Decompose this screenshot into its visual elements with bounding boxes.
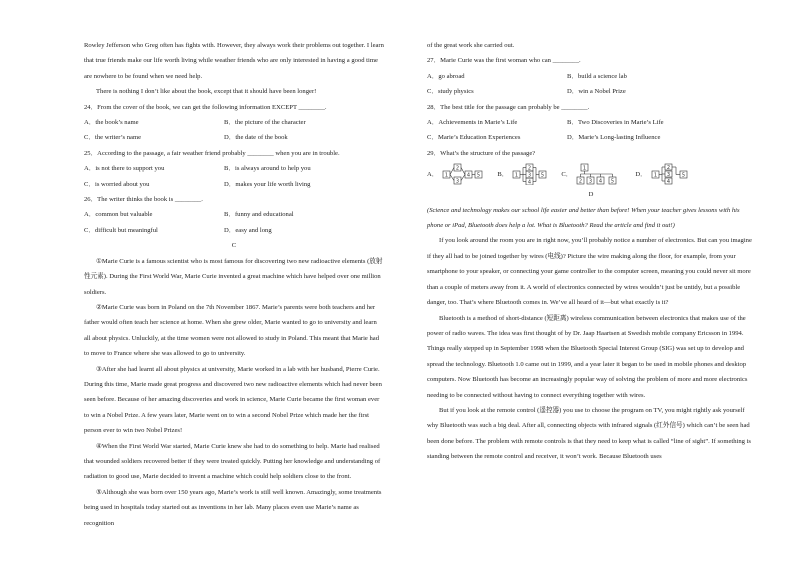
question-27: 27．Marie Curie was the first woman who can ________. xyxy=(427,57,581,65)
section-d-heading: D xyxy=(588,191,594,199)
q26-options-row1 xyxy=(84,207,384,222)
question-24: 24．From the cover of the book, we can get the following information EXCEPT ________. xyxy=(84,103,327,111)
question-25: 25．According to the passage, a fair weather friend probably ________ when you are in trouble. xyxy=(84,149,340,157)
q29-label-c: C． xyxy=(561,170,573,178)
q24-option-b[interactable]: B．the picture of the character xyxy=(224,119,306,127)
passage-d-intro: (Science and technology makes our school life easier and better than before! When your teacher gives lessons with his phone or iPad, Bluetooth does help a lot. What is Bluetooth? Read the article and find it out!) xyxy=(427,206,740,230)
node-label: 5 xyxy=(611,178,615,185)
node-label: 3 xyxy=(456,178,460,185)
passage-b-last-line: There is nothing I don’t like about the book, except that it should have been longer! xyxy=(96,88,317,96)
node-label: 2 xyxy=(579,178,583,185)
q29-label-d: D． xyxy=(635,170,647,178)
q24-option-d[interactable]: D．the date of the book xyxy=(224,134,288,142)
q29-option-d[interactable] xyxy=(635,163,689,185)
q29-label-b: B． xyxy=(497,170,509,178)
q27-options-row2 xyxy=(427,84,755,99)
structure-diagram-a xyxy=(441,163,483,185)
node-label: 4 xyxy=(467,172,471,179)
q24-options-row1 xyxy=(84,115,384,130)
passage-d-para-2: Bluetooth is a method of short-distance (短距离) wireless communication between electronics that makes use of the power of radio waves. The idea was first thought of by Dr. Jaap Haartsen at Swedish mobile company Ericsson in 1994. Things really stepped up in September 1998 when the Bluetooth Special Interest Group (SIG) was set up to develop and spread the technology. Bluetooth 1.0 came out in 1999, and a year later it began to be used in mobile phones and desktop computers. Now Bluetooth has become an increasingly popular way of solving the problem of more and more electronics needing to be connected without having to connect everything together with wires. xyxy=(427,314,748,399)
section-c-heading: C xyxy=(231,242,237,250)
node-label: 1 xyxy=(583,165,587,172)
q28-options-row2 xyxy=(427,130,755,145)
q29-option-a[interactable] xyxy=(427,163,483,185)
node-label: 4 xyxy=(528,179,532,186)
q29-label-a: A． xyxy=(427,170,439,178)
q27-option-c[interactable]: C．study physics xyxy=(427,88,474,96)
passage-d-para-3: But if you look at the remote control (遥控器) you use to choose the program on TV, you might rightly ask yourself why Bluetooth was such a big deal. After all, connecting objects with infrared signals (红外信号) which can’t be seen had been done before. The problem with remote controls is that they need to keep what is called “line of sight”. If something is standing between the remote control and receiver, it won’t work. Because Bluetooth uses xyxy=(427,406,751,461)
passage-c-para-1: ①Marie Curie is a famous scientist who is most famous for discovering two new radioactive elements (放射性元素). During the First World War, Marie Curie invented a great machine which have helped over one million soldiers. xyxy=(84,257,383,296)
node-label: 1 xyxy=(653,172,657,179)
right-column xyxy=(427,38,755,465)
question-26: 26．The writer thinks the book is ________. xyxy=(84,196,203,204)
q25-option-a[interactable]: A．is not there to support you xyxy=(84,165,165,173)
q28-option-a[interactable]: A．Achievements in Marie’s Life xyxy=(427,119,518,127)
q26-options-row2 xyxy=(84,223,384,238)
q27-options-row1 xyxy=(427,69,755,84)
node-label: 1 xyxy=(515,172,519,179)
left-column xyxy=(84,38,384,531)
passage-c-para-3: ③After she had learnt all about physics at university, Marie worked in a lab with her husband, Pierre Curie. During this time, Marie made great progress and discovered two new radioactive elements which had never been seen before. Because of her amazing discoveries and work in science, Marie Curie became the first woman ever to win a Nobel Prize. A few years later, Marie went on to win a second Nobel Prize which made her the first person ever to win two Nobel Prizes! xyxy=(84,365,382,435)
q26-option-c[interactable]: C．difficult but meaningful xyxy=(84,226,158,234)
node-label: 1 xyxy=(445,172,449,179)
node-label: 2 xyxy=(666,165,670,172)
q26-option-b[interactable]: B．funny and educational xyxy=(224,211,294,219)
node-label: 4 xyxy=(599,178,603,185)
node-label: 3 xyxy=(528,172,532,179)
q24-options-row2 xyxy=(84,130,384,145)
q27-option-b[interactable]: B．build a science lab xyxy=(567,72,627,80)
question-28: 28．The best title for the passage can probably be ________. xyxy=(427,103,590,111)
node-label: 3 xyxy=(589,178,593,185)
q24-option-c[interactable]: C．the writer’s name xyxy=(84,134,142,142)
node-label: 5 xyxy=(477,172,481,179)
passage-c-para-5: ⑤Although she was born over 150 years ago, Marie’s work is still well known. Amazingly, some treatments being used in hospitals today started out as inventions in her lab. Many places even use Marie’s name as recognition xyxy=(84,488,382,527)
structure-diagram-d xyxy=(650,163,690,185)
node-label: 3 xyxy=(666,172,670,179)
q29-option-b[interactable] xyxy=(497,163,547,185)
q28-options-row1 xyxy=(427,115,755,130)
node-label: 5 xyxy=(681,172,685,179)
q25-options-row1 xyxy=(84,161,384,176)
node-label: 4 xyxy=(666,179,670,186)
node-label: 2 xyxy=(528,165,532,172)
question-29: 29．What’s the structure of the passage? xyxy=(427,149,536,157)
q27-option-a[interactable]: A．go abroad xyxy=(427,72,465,80)
q29-structure-diagrams xyxy=(427,161,755,187)
node-label: 2 xyxy=(456,165,460,172)
passage-b-end: Rowley Jefferson who Greg often has fights with. However, they always work their problems out together. I learn that true friends make our life worth living while weather friends who are only interested in having a good time are nowhere to be found when we need help. xyxy=(84,42,384,80)
structure-diagram-b xyxy=(511,163,547,185)
q25-option-b[interactable]: B．is always around to help you xyxy=(224,165,311,173)
q26-option-a[interactable]: A．common but valuable xyxy=(84,211,153,219)
q28-option-b[interactable]: B．Two Discoveries in Marie’s Life xyxy=(567,119,664,127)
q25-option-d[interactable]: D．makes your life worth living xyxy=(224,180,311,188)
node-label: 5 xyxy=(541,172,545,179)
q26-option-d[interactable]: D．easy and long xyxy=(224,226,272,234)
q25-options-row2 xyxy=(84,177,384,192)
q28-option-c[interactable]: C．Marie’s Education Experiences xyxy=(427,134,521,142)
q28-option-d[interactable]: D．Marie’s Long-lasting Influence xyxy=(567,134,661,142)
passage-c-end: of the great work she carried out. xyxy=(427,42,515,49)
q25-option-c[interactable]: C．is worried about you xyxy=(84,180,150,188)
passage-d-para-1: If you look around the room you are in right now, you’ll probably notice a number of electronics. But can you imagine if they all had to be joined together by wires (电线)? Picture the wire making along the floor, for example, from your smartphone to your speaker, or connecting your game controller to the computer screen, meaning you could never sit more than a couple of meters away from it. A world of electronics connected by wires wouldn’t just be untidy, but a possible danger, too. That’s where Bluetooth comes in. We’ve all heard of it—but what exactly is it? xyxy=(427,237,752,307)
q24-option-a[interactable]: A．the book’s name xyxy=(84,119,139,127)
q29-option-c[interactable] xyxy=(561,163,621,185)
passage-c-para-4: ④When the First World War started, Marie Curie knew she had to do something to help. Marie had realised that wounded soldiers recovered better if they were treated quickly. Putting her knowledge and understanding of radiation to good use, Marie decided to invent a machine which could help soldiers close to the front. xyxy=(84,442,381,481)
structure-diagram-c xyxy=(575,163,621,185)
q27-option-d[interactable]: D．win a Nobel Prize xyxy=(567,88,626,96)
passage-c-para-2: ②Marie Curie was born in Poland on the 7th November 1867. Marie’s parents were both teachers and her father would often teach her science at home. When she grew older, Marie wanted to go to university and learn all about physics. Unluckily, at the time women were not allowed to study in Poland. This meant that Marie had to move to France where she was allowed to go to university. xyxy=(84,303,380,358)
